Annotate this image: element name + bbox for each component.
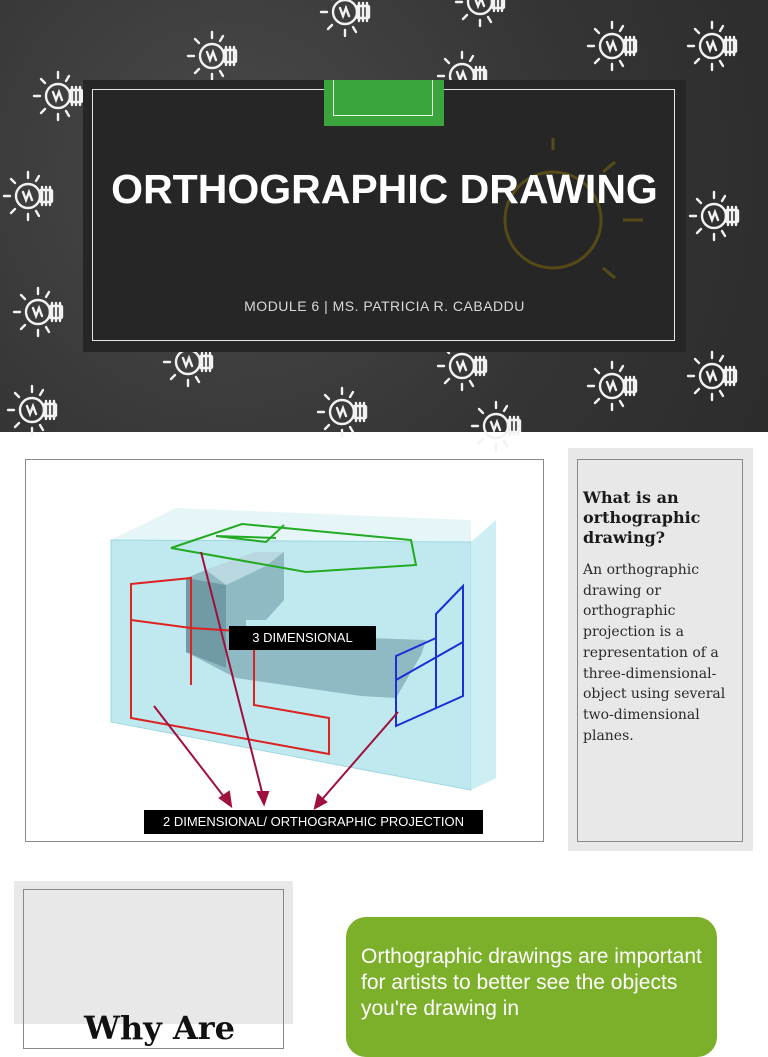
importance-text: Orthographic drawings are important for artists to better see the objects you're drawing in (361, 945, 702, 1020)
projection-figure (25, 459, 544, 842)
why-card (14, 881, 293, 1047)
glass-box-top (111, 508, 471, 542)
lightbulb-icon (14, 288, 62, 336)
lightbulb-icon (456, 0, 504, 26)
lightbulb-icon (688, 22, 736, 70)
lightbulb-icon (4, 172, 52, 220)
definition-heading: What is an orthographic drawing? (583, 488, 701, 547)
lightbulb-icon (321, 0, 369, 36)
lightbulb-icon (318, 388, 366, 436)
title-slide (0, 0, 768, 432)
lightbulb-icon (188, 32, 236, 80)
lightbulb-icon (688, 352, 736, 400)
projection-diagram (26, 460, 543, 841)
lightbulb-icon (8, 386, 56, 434)
lightbulb-icon (588, 362, 636, 410)
importance-callout (346, 917, 717, 1057)
glass-box-side (471, 520, 496, 790)
page-title: ORTHOGRAPHIC DRAWING (111, 166, 658, 212)
label-2d: 2 DIMENSIONAL/ ORTHOGRAPHIC PROJECTION (144, 810, 483, 834)
lightbulb-icon (690, 192, 738, 240)
accent-tab-frame (333, 80, 433, 116)
lightbulb-icon (588, 22, 636, 70)
definition-body: An orthographic drawing or orthographic projection is a representation of a three-dimensional-object using several two-dimensional planes. (583, 562, 726, 744)
label-3d: 3 DIMENSIONAL (229, 626, 376, 650)
why-heading: Why Are (84, 1009, 235, 1047)
accent-tab (324, 80, 444, 126)
subtitle: MODULE 6 | MS. PATRICIA R. CABADDU (244, 298, 525, 314)
definition-card (568, 448, 753, 851)
title-panel (83, 80, 686, 352)
lightbulb-icon (34, 72, 82, 120)
lightbulb-icon (472, 402, 520, 450)
